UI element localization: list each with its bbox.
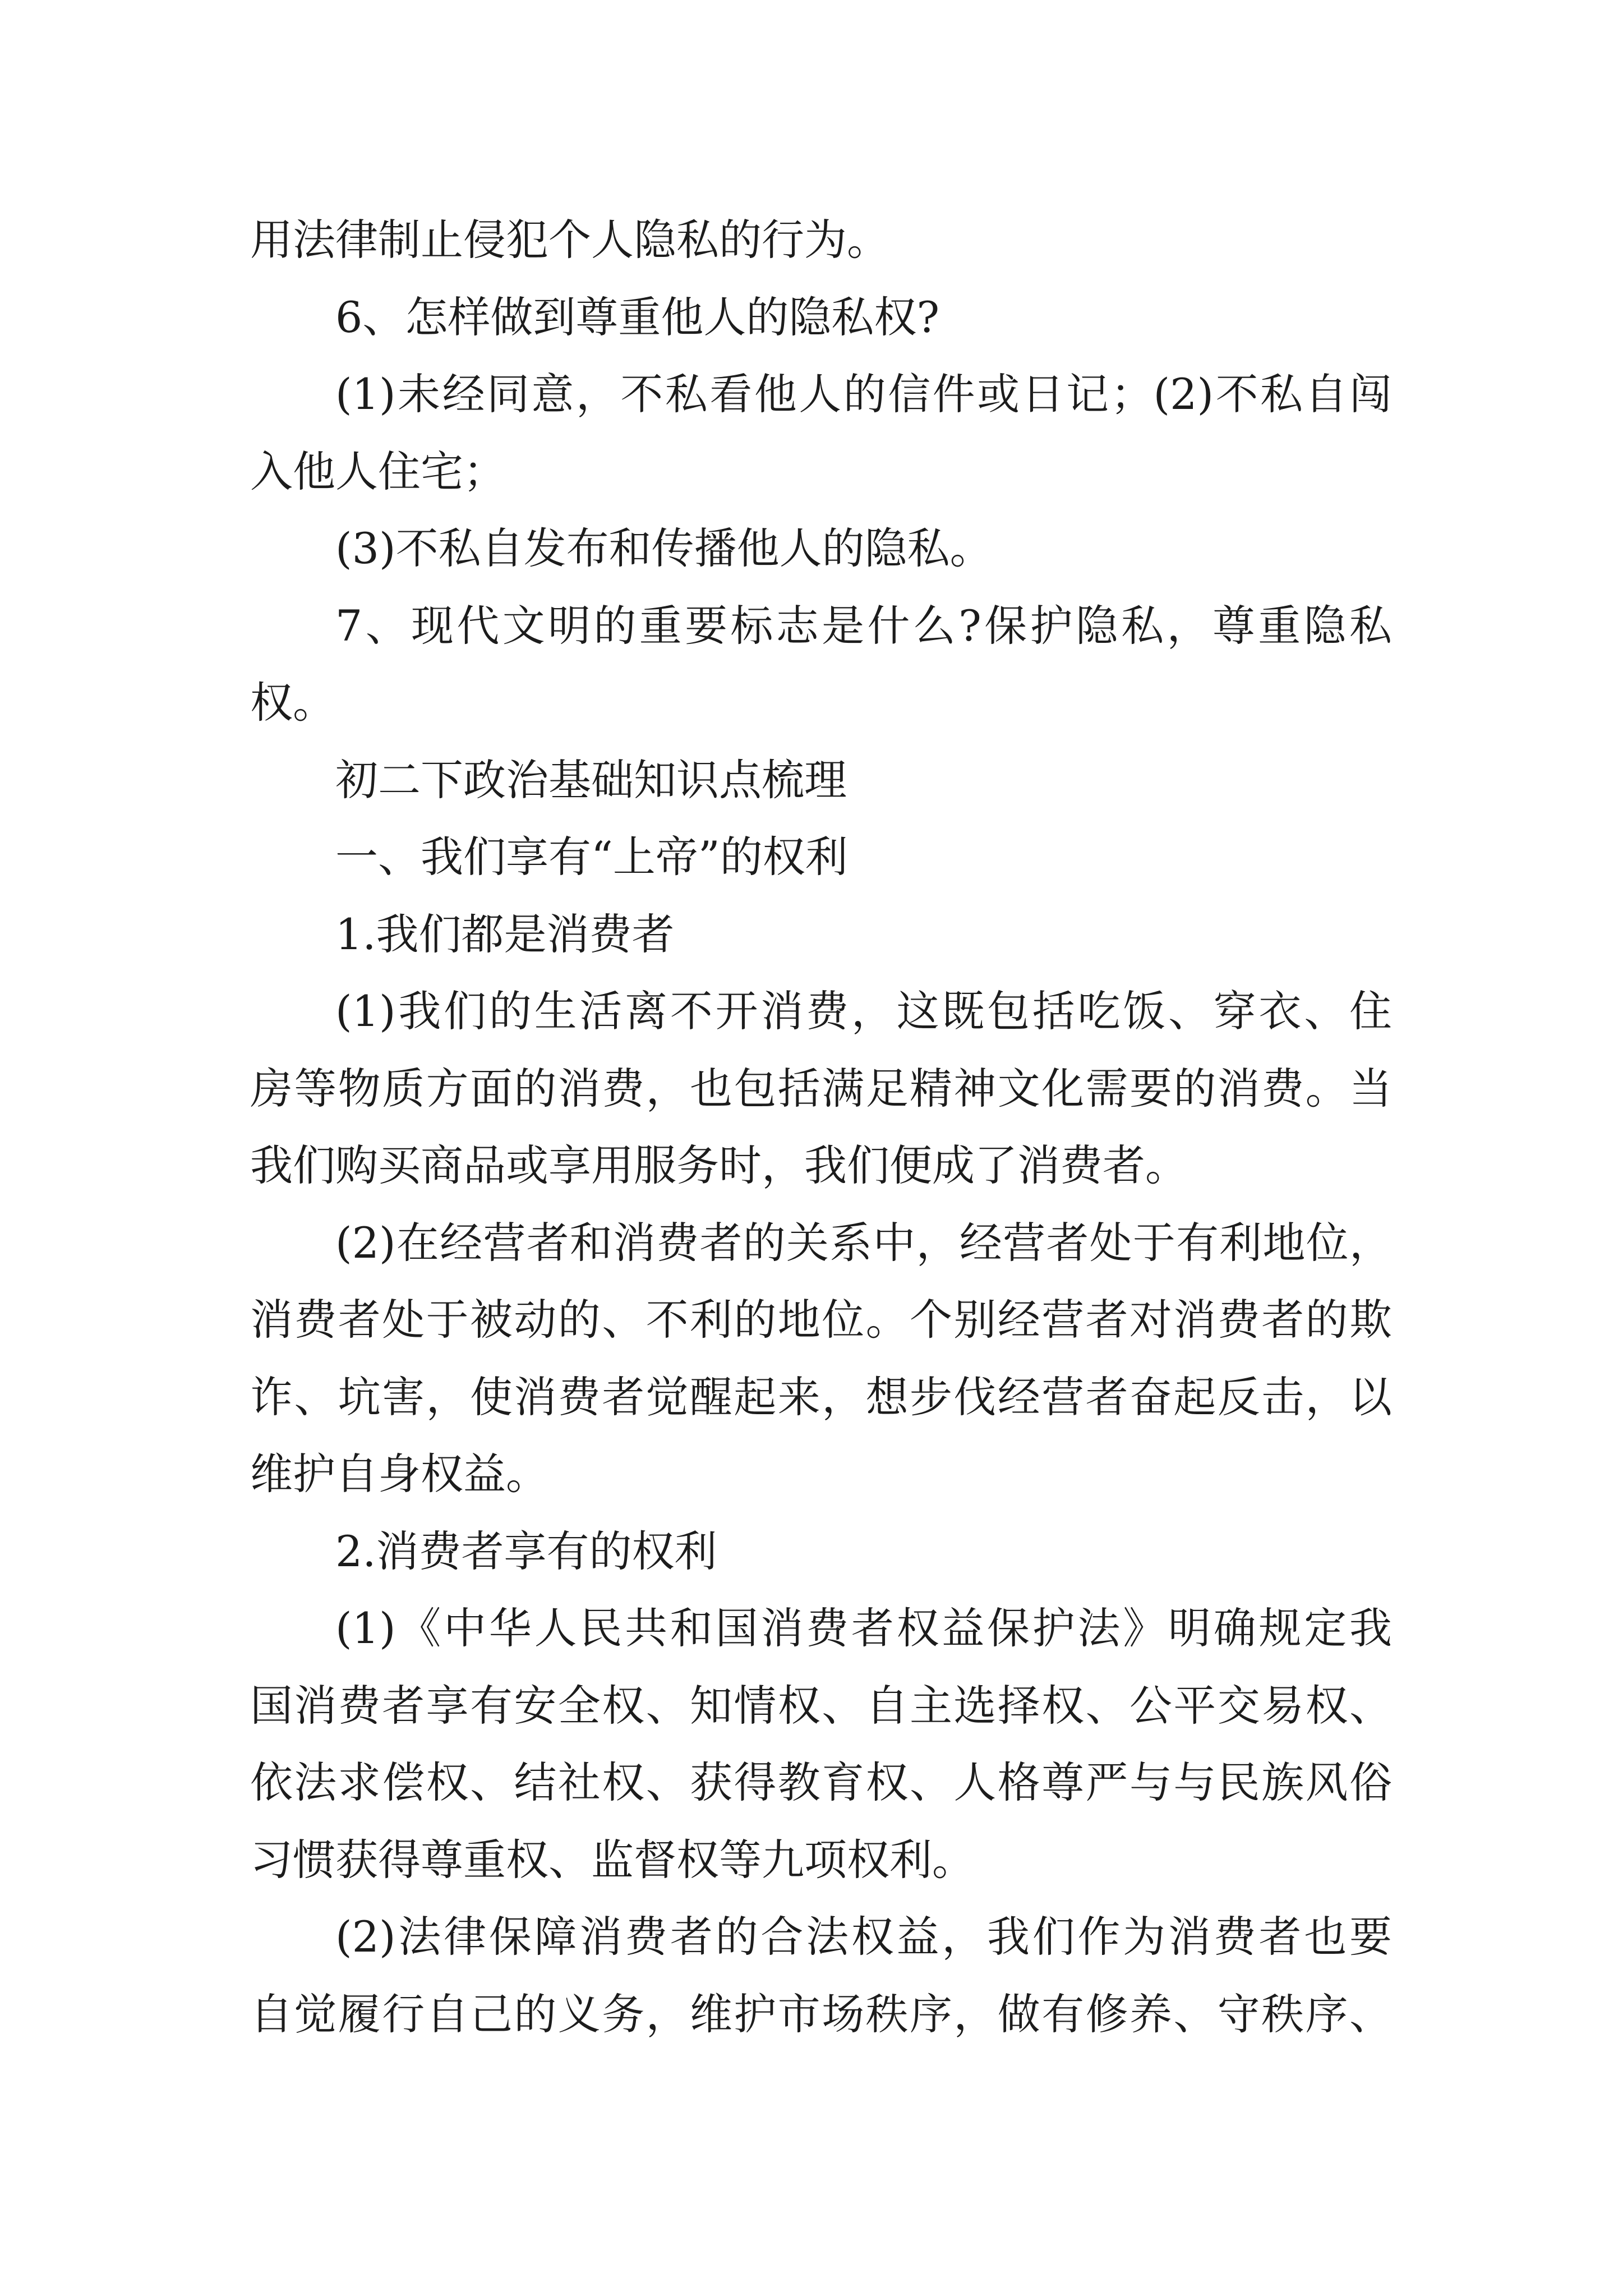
- answer-item-3: [250, 510, 1392, 587]
- text-line: 入他人住宅；: [250, 446, 506, 496]
- point-1-1: [250, 973, 1392, 1204]
- text-line: 消费者处于被动的、不利的地位。个别经营者对消费者的欺: [250, 1295, 1392, 1345]
- question-6: [250, 279, 1392, 356]
- text-line: 权。: [250, 678, 335, 728]
- text-line: 6、怎样做到尊重他人的隐私权?: [335, 292, 940, 342]
- answer-items-1-2: [250, 356, 1392, 510]
- text-line: 用法律制止侵犯个人隐私的行为。: [250, 215, 889, 265]
- text-line: (1)《中华人民共和国消费者权益保护法》明确规定我: [335, 1603, 1392, 1653]
- text-line: 初二下政治基础知识点梳理: [335, 754, 847, 805]
- text-line: 7、现代文明的重要标志是什么?保护隐私，尊重隐私: [335, 600, 1392, 651]
- text-line: 2.消费者享有的权利: [335, 1526, 717, 1576]
- continued-text: [250, 201, 1392, 279]
- text-line: 自觉履行自己的义务，维护市场秩序，做有修养、守秩序、: [250, 1989, 1392, 2039]
- text-line: 习惯获得尊重权、监督权等九项权利。: [250, 1834, 975, 1885]
- text-line: 维护自身权益。: [250, 1449, 548, 1499]
- text-line: 房等物质方面的消费，也包括满足精神文化需要的消费。当: [250, 1063, 1392, 1114]
- subheading-1: [250, 896, 1392, 973]
- text-line: 诈、坑害，使消费者觉醒起来，想步伐经营者奋起反击，以: [250, 1372, 1392, 1422]
- text-line: (3)不私自发布和传播他人的隐私。: [335, 523, 993, 573]
- text-line: 我们购买商品或享用服务时，我们便成了消费者。: [250, 1140, 1188, 1190]
- text-line: (1)我们的生活离不开消费，这既包括吃饭、穿衣、住: [335, 986, 1392, 1036]
- chapter-heading: [250, 818, 1392, 896]
- point-2-2: [250, 1898, 1392, 2053]
- subheading-2: [250, 1513, 1392, 1590]
- point-2-1: [250, 1590, 1392, 1898]
- text-line: (2)法律保障消费者的合法权益，我们作为消费者也要: [335, 1912, 1392, 1962]
- question-7: [250, 587, 1392, 742]
- text-line: (2)在经营者和消费者的关系中，经营者处于有利地位，: [335, 1217, 1392, 1268]
- text-line: 依法求偿权、结社权、获得教育权、人格尊严与与民族风俗: [250, 1757, 1392, 1807]
- document-page: [250, 201, 1392, 2053]
- text-line: 1.我们都是消费者: [335, 909, 675, 959]
- text-line: 国消费者享有安全权、知情权、自主选择权、公平交易权、: [250, 1680, 1392, 1731]
- text-line: 一、我们享有“上帝”的权利: [335, 832, 848, 882]
- section-title: [250, 742, 1392, 819]
- point-1-2: [250, 1204, 1392, 1513]
- text-line: (1)未经同意，不私看他人的信件或日记；(2)不私自闯: [335, 369, 1392, 419]
